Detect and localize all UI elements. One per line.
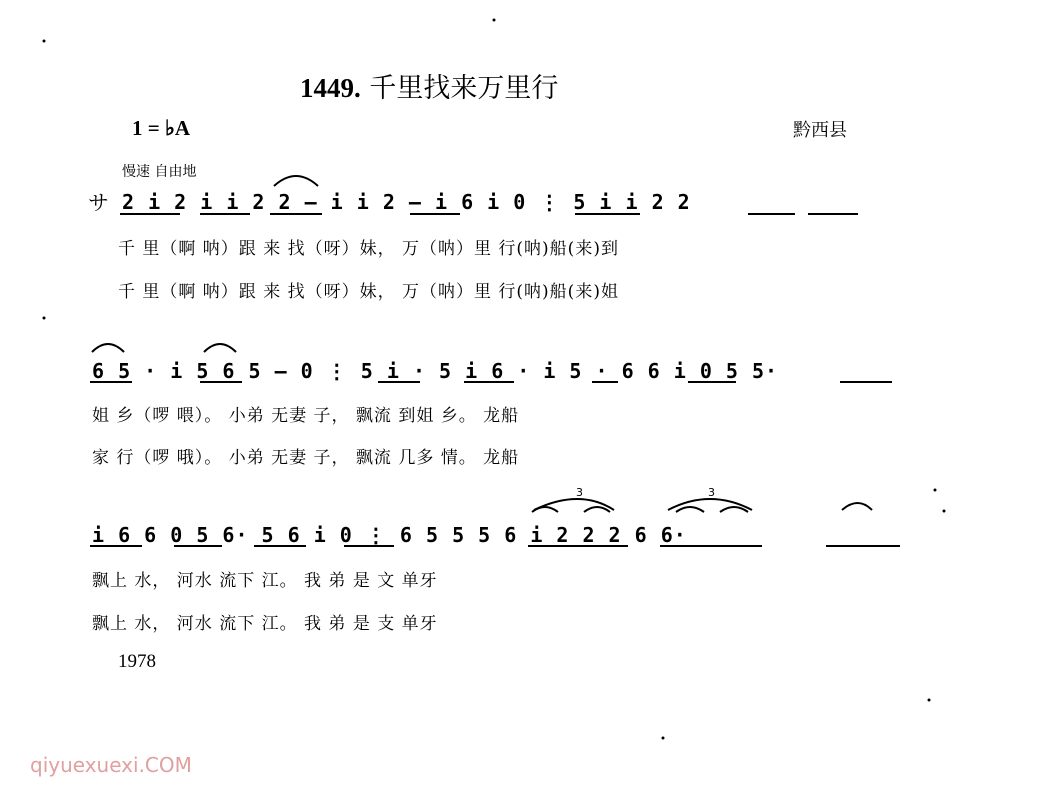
system-2-lyrics-verse-2: 家 行（啰 哦）。 小弟 无妻 子， 飘流 几多 情。 龙船 bbox=[92, 448, 520, 468]
slur bbox=[92, 344, 124, 352]
system-1-lyrics-verse-2: 千 里（啊 呐）跟 来 找（呀）妹， 万（呐）里 行(呐)船(来)姐 bbox=[118, 282, 619, 302]
scan-speck bbox=[43, 40, 46, 43]
system-3-notes: i 6 6 0 5 6· 5 6 i 0 ⋮ 6 5 5 5 6 i 2 2 2 6 6· bbox=[92, 523, 687, 547]
triplet-mark: 3 bbox=[708, 486, 715, 499]
slur bbox=[274, 176, 318, 186]
song-name: 千里找来万里行 bbox=[369, 73, 559, 104]
scan-speck bbox=[943, 510, 946, 513]
scan-speck bbox=[43, 317, 46, 320]
tempo-marking: 慢速 自由地 bbox=[122, 164, 197, 180]
slur bbox=[842, 503, 872, 510]
scan-speck bbox=[928, 699, 931, 702]
key-signature: 1 = ♭A bbox=[132, 116, 191, 140]
region-label: 黔西县 bbox=[793, 120, 847, 141]
scan-speck bbox=[934, 489, 937, 492]
system-1-notes: 2 i 2 i i 2 2 – i i 2 – i 6 i 0 ⋮ 5 i i 2 2 bbox=[122, 190, 691, 214]
system-2-notes: 6 5 · i 5 6 5 – 0 ⋮ 5 i · 5 i 6 · i 5 · 6 6 i 0 5 5· bbox=[92, 359, 779, 383]
slur bbox=[584, 507, 610, 512]
slur bbox=[204, 344, 236, 352]
system-3-lyrics-verse-1: 飘上 水， 河水 流下 江。 我 弟 是 文 单牙 bbox=[92, 571, 438, 591]
free-meter-sign: サ bbox=[88, 191, 109, 215]
song-number: 1449. bbox=[300, 73, 361, 103]
scan-speck bbox=[662, 737, 665, 740]
system-2-lyrics-verse-1: 姐 乡（啰 喂）。 小弟 无妻 子， 飘流 到姐 乡。 龙船 bbox=[92, 406, 520, 426]
slur bbox=[532, 507, 558, 512]
slur bbox=[676, 507, 704, 512]
slur bbox=[720, 507, 748, 512]
scan-speck bbox=[493, 19, 496, 22]
system-3-lyrics-verse-2: 飘上 水， 河水 流下 江。 我 弟 是 支 单牙 bbox=[92, 614, 438, 634]
system-1-lyrics-verse-1: 千 里（啊 呐）跟 来 找（呀）妹， 万（呐）里 行(呐)船(来)到 bbox=[118, 239, 619, 259]
triplet-mark: 3 bbox=[576, 486, 583, 499]
site-watermark: qiyuexuexi.COM bbox=[30, 753, 192, 777]
year-label: 1978 bbox=[118, 651, 156, 672]
